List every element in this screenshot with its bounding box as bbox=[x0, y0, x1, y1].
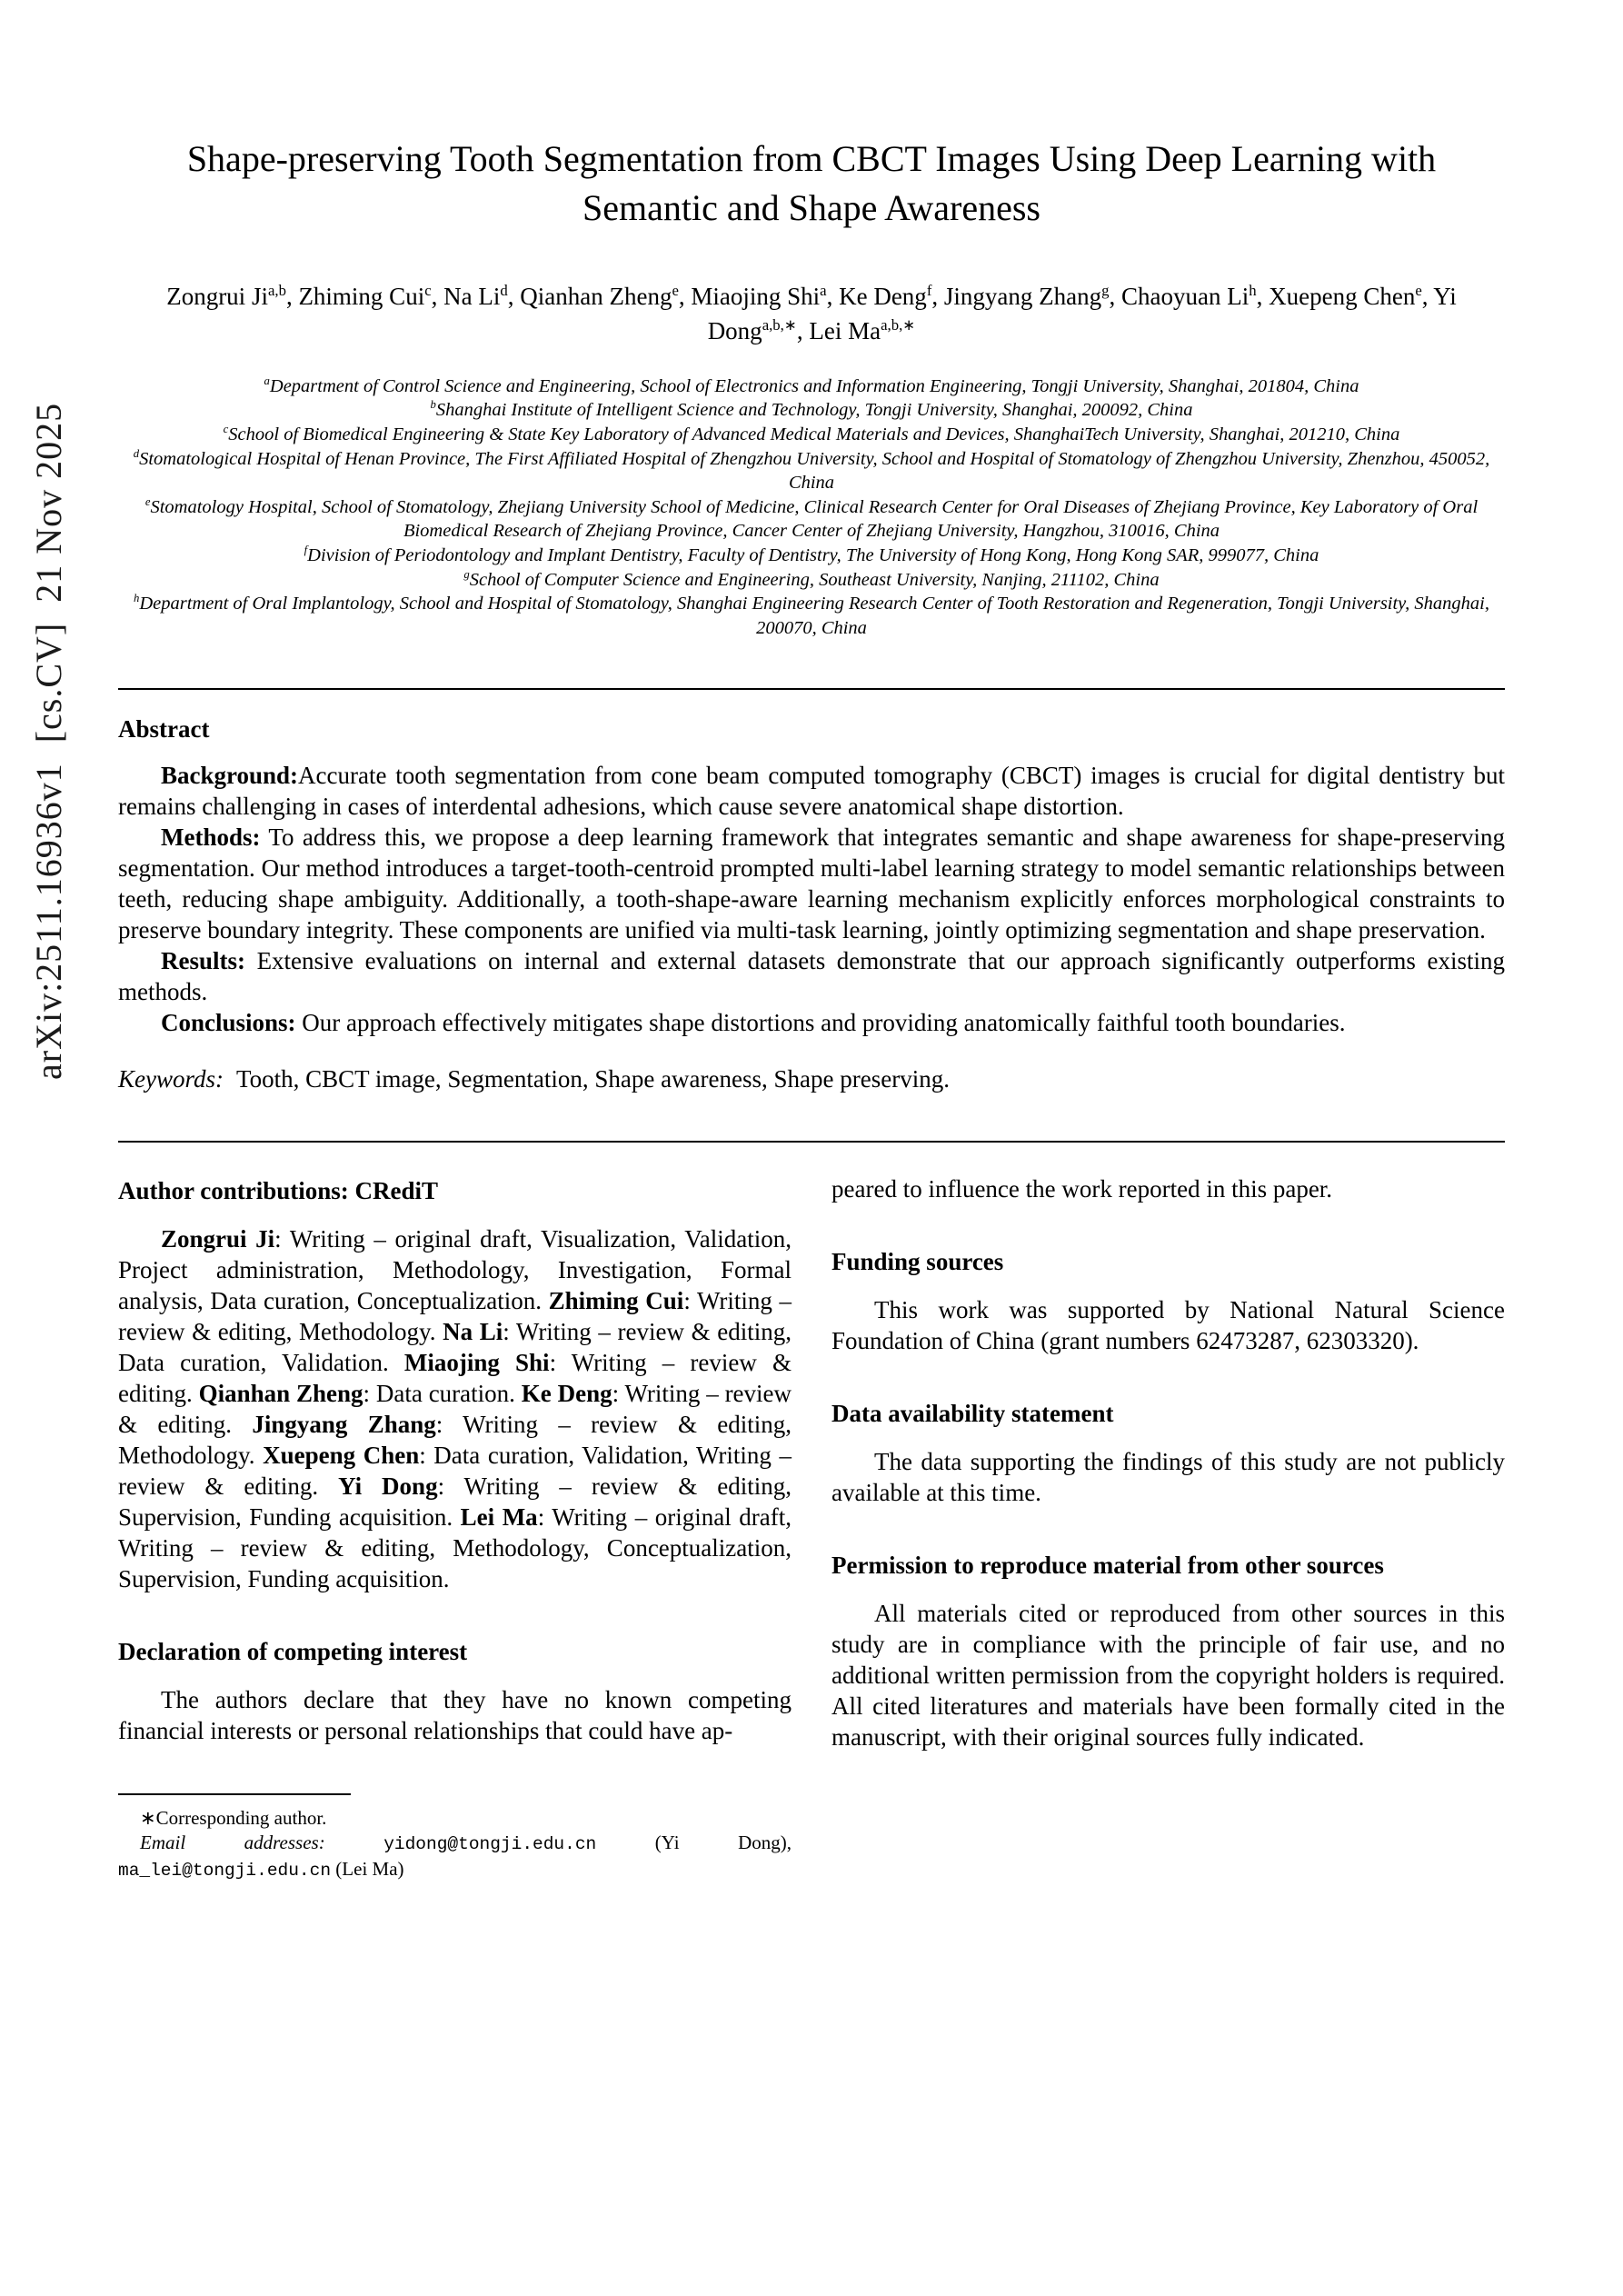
abstract-paragraph: Results: Extensive evaluations on internal and external datasets demonstrate that our approach significantly outperforms existing methods. bbox=[118, 946, 1505, 1005]
column-right bbox=[831, 1173, 1505, 1882]
keywords-line bbox=[118, 1065, 1505, 1093]
author-name: Na Li$^d$ bbox=[443, 282, 508, 310]
author-name: Miaojing Shi$^a$ bbox=[691, 282, 827, 310]
footnote-emails bbox=[118, 1831, 792, 1882]
data-availability-paragraph: The data supporting the findings of this study are not publicly available at this time. bbox=[831, 1447, 1505, 1506]
abstract-heading: Abstract bbox=[118, 714, 210, 743]
body-columns bbox=[118, 1173, 1505, 1882]
abstract-paragraphs bbox=[118, 760, 1505, 1038]
affiliation: $^h$Department of Oral Implantology, School and Hospital of Stomatology, Shanghai Engineering Research Center of Tooth Restoration and Regeneration, Tongji University, Shanghai, 200070, China bbox=[134, 592, 1489, 638]
abstract-paragraph: Conclusions: Our approach effectively mitigates shape distortions and providing anatomically faithful tooth boundaries. bbox=[161, 1008, 1346, 1036]
affiliation: $^g$School of Computer Science and Engineering, Southeast University, Nanjing, 211102, China bbox=[463, 567, 1160, 590]
affiliation: $^d$Stomatological Hospital of Henan Province, The First Affiliated Hospital of Zhengzhou University, School and Hospital of Stomatology of Zhengzhou University, Zhenzhou, 450052, China bbox=[133, 446, 1490, 494]
author-name: Yi Dong$^{a,b,∗}$ bbox=[707, 283, 1457, 344]
email-address: yidong@tongji.edu.cn bbox=[383, 1834, 597, 1855]
author-name: Qianhan Zheng$^e$ bbox=[520, 282, 679, 310]
permission-heading: Permission to reproduce material from other sources bbox=[831, 1551, 1384, 1579]
data-availability-heading: Data availability statement bbox=[831, 1399, 1114, 1427]
footnote-corresponding: ∗Corresponding author. bbox=[140, 1807, 327, 1829]
email-list: yidong@tongji.edu.cn (Yi Dong), ma_lei@tongji.edu.cn (Lei Ma) bbox=[118, 1832, 792, 1881]
affiliation: $^e$Stomatology Hospital, School of Stomatology, Zhejiang University School of Medicine, Clinical Research Center for Oral Diseases of Zhejiang Province, Key Laboratory of Oral Biomedical Research of Zhejiang Province, Cancer Center of Zhejiang University, Hangzhou, 310016, China bbox=[144, 494, 1479, 542]
affiliation: $^c$School of Biomedical Engineering & State Key Laboratory of Advanced Medical Materials and Devices, ShanghaiTech University, Shanghai, 201210, China bbox=[223, 423, 1400, 444]
affiliation-list bbox=[118, 374, 1505, 641]
paper-title: Shape-preserving Tooth Segmentation from CBCT Images Using Deep Learning with Semantic and Shape Awareness bbox=[186, 138, 1437, 228]
competing-interest-paragraph: The authors declare that they have no known competing financial interests or personal relationships that could have ap- bbox=[118, 1685, 792, 1744]
keywords-label: Keywords: bbox=[118, 1064, 224, 1093]
competing-interest-heading: Declaration of competing interest bbox=[118, 1637, 468, 1665]
affiliation: $^b$Shanghai Institute of Intelligent Science and Technology, Tongji University, Shanghai, 200092, China bbox=[430, 398, 1193, 421]
email-address: ma_lei@tongji.edu.cn bbox=[118, 1860, 332, 1881]
funding-paragraph: This work was supported by National Natural Science Foundation of China (grant numbers 62473287, 62303320). bbox=[831, 1295, 1505, 1354]
author-name: Chaoyuan Li$^h$ bbox=[1121, 282, 1257, 310]
author-name: Jingyang Zhang$^g$ bbox=[943, 282, 1110, 310]
author-name: Xuepeng Chen$^e$ bbox=[1269, 282, 1422, 310]
permission-paragraph: All materials cited or reproduced from other sources in this study are in compliance with the principle of fair use, and no additional written permission from the copyright holders is required. All cited literatures and materials have been formally cited in the manuscript, with their original sources fully indicated. bbox=[831, 1599, 1505, 1751]
affiliation: $^f$Division of Periodontology and Implant Dentistry, Faculty of Dentistry, The University of Hong Kong, Hong Kong SAR, 999077, China bbox=[304, 544, 1319, 566]
footnote bbox=[118, 1793, 792, 1882]
author-name: Ke Deng$^f$ bbox=[839, 282, 932, 310]
top-rule bbox=[118, 688, 1505, 690]
bottom-rule bbox=[118, 1141, 1505, 1143]
paper-content bbox=[118, 135, 1505, 1882]
author-name: Zhiming Cui$^c$ bbox=[298, 282, 432, 310]
arxiv-banner: arXiv:2511.16936v1 [cs.CV] 21 Nov 2025 bbox=[28, 402, 69, 1080]
author-name: Lei $Ma^{a,b,∗}$ bbox=[809, 315, 916, 344]
competing-interest-continuation: peared to influence the work reported in this paper. bbox=[831, 1174, 1333, 1203]
abstract-paragraph: Background:Accurate tooth segmentation from cone beam computed tomography (CBCT) images is crucial for digital dentistry but remains challenging in cases of interdental adhesions, which cause severe anatomical shape distortion. bbox=[118, 761, 1505, 820]
affiliation: $^a$Department of Control Science and Engineering, School of Electronics and Information Engineering, Tongji University, Shanghai, 201804, China bbox=[264, 374, 1359, 396]
abstract-paragraph: Methods: To address this, we propose a deep learning framework that integrates semantic and shape awareness for shape-preserving segmentation. Our method introduces a target-tooth-centroid prompted multi-label learning strategy to model semantic relationships between teeth, reducing shape ambiguity. Additionally, a tooth-shape-aware learning mechanism explicitly enforces morphological constraints to preserve boundary integrity. These components are unified via multi-task learning, jointly optimizing segmentation and shape preservation. bbox=[118, 823, 1505, 943]
column-left bbox=[118, 1173, 792, 1882]
author-list: Zongrui Ji$^{a,b}$, Zhiming Cui$^c$, Na Li$^d$, Qianhan Zheng$^e$, Miaojing Shi$^a$, Ke Deng$^f$, Jingyang Zhang$^g$, Chaoyuan Li$^h$, Xuepeng Chen$^e$, Yi Dong$^{a,b,∗}$, Lei $Ma^{a,b,∗}$ bbox=[166, 282, 1457, 344]
email-addresses-label: Email addresses: bbox=[140, 1832, 325, 1854]
funding-heading: Funding sources bbox=[831, 1247, 1004, 1275]
author-name: Zongrui Ji$^{a,b}$ bbox=[166, 282, 286, 310]
contributions-paragraph: Zongrui Ji: Writing – original draft, Visualization, Validation, Project administration, Methodology, Investigation, Formal analysis, Data curation, Conceptualization. Zhiming Cui: Writing – review & editing, Methodology. Na Li: Writing – review & editing, Data curation, Validation. Miaojing Shi: Writing – review & editing. Qianhan Zheng: Data curation. Ke Deng: Writing – review & editing. Jingyang Zhang: Writing – review & editing, Methodology. Xuepeng Chen: Data curation, Validation, Writing – review & editing. Yi Dong: Writing – review & editing, Supervision, Funding acquisition. Lei Ma: Writing – original draft, Writing – review & editing, Methodology, Conceptualization, Supervision, Funding acquisition. bbox=[118, 1224, 792, 1592]
contributions-heading: Author contributions: CRediT bbox=[118, 1176, 439, 1204]
footnote-rule bbox=[118, 1793, 351, 1795]
keywords-text: Tooth, CBCT image, Segmentation, Shape awareness, Shape preserving. bbox=[236, 1064, 950, 1093]
